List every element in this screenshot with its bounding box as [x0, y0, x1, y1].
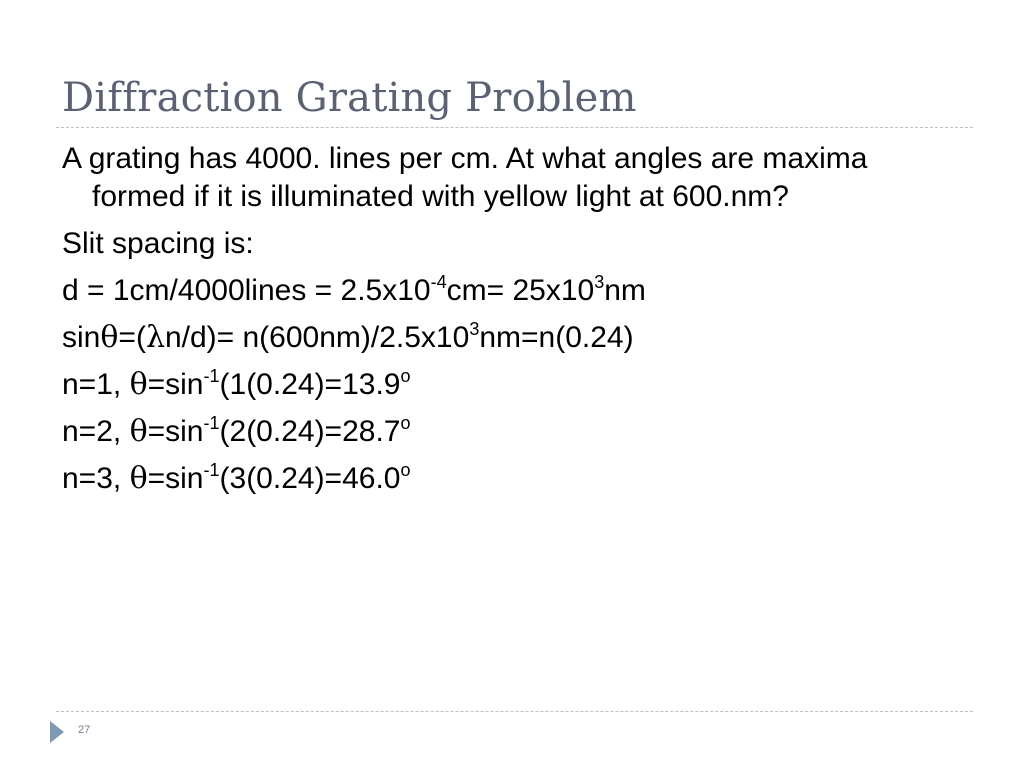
page-number: 27 — [78, 724, 91, 736]
theta-symbol: θ — [129, 461, 148, 496]
slide-title: Diffraction Grating Problem — [62, 75, 637, 121]
result-prefix: n=1, — [62, 368, 130, 401]
eq-text: cm= 25x10 — [446, 274, 595, 307]
result-prefix: n=3, — [62, 462, 130, 495]
eq-exponent: 3 — [594, 272, 605, 292]
eq-text: d = 1cm/4000lines = 2.5x10 — [62, 274, 431, 307]
eq-exponent: -4 — [430, 272, 447, 292]
result-n2 — [62, 413, 962, 451]
eq-exponent: -1 — [203, 413, 220, 433]
theta-symbol: θ — [100, 320, 119, 355]
title-divider — [56, 127, 973, 128]
eq-text: n/d)= n(600nm)/2.5x10 — [164, 321, 470, 354]
sine-equation — [62, 319, 962, 357]
play-arrow-icon — [50, 721, 64, 743]
slit-spacing-label: Slit spacing is: — [62, 227, 254, 260]
eq-text: nm — [604, 274, 646, 307]
result-prefix: n=2, — [62, 415, 130, 448]
degree-symbol: o — [400, 366, 411, 386]
lambda-symbol: λ — [145, 320, 165, 355]
result-fn: =sin — [147, 368, 204, 401]
theta-symbol: θ — [129, 367, 148, 402]
eq-exponent: -1 — [203, 366, 220, 386]
footer-divider — [56, 711, 973, 712]
result-n3 — [62, 460, 962, 498]
degree-symbol: o — [400, 413, 411, 433]
eq-text: sin — [62, 321, 101, 354]
result-expr: (2(0.24)=28.7 — [219, 415, 401, 448]
eq-exponent: -1 — [203, 460, 220, 480]
theta-symbol: θ — [129, 414, 148, 449]
eq-text: nm=n(0.24) — [479, 321, 634, 354]
result-fn: =sin — [147, 415, 204, 448]
problem-statement: A grating has 4000. lines per cm. At what angles are maxima formed if it is illuminated with yellow light at 600.nm? — [62, 142, 868, 213]
result-expr: (3(0.24)=46.0 — [219, 462, 401, 495]
result-fn: =sin — [147, 462, 204, 495]
eq-text: =( — [118, 321, 146, 354]
degree-symbol: o — [400, 460, 411, 480]
result-expr: (1(0.24)=13.9 — [219, 368, 401, 401]
eq-exponent: 3 — [469, 319, 480, 339]
result-n1 — [62, 366, 962, 404]
slit-spacing-equation — [62, 272, 962, 310]
slide-body — [62, 140, 962, 507]
